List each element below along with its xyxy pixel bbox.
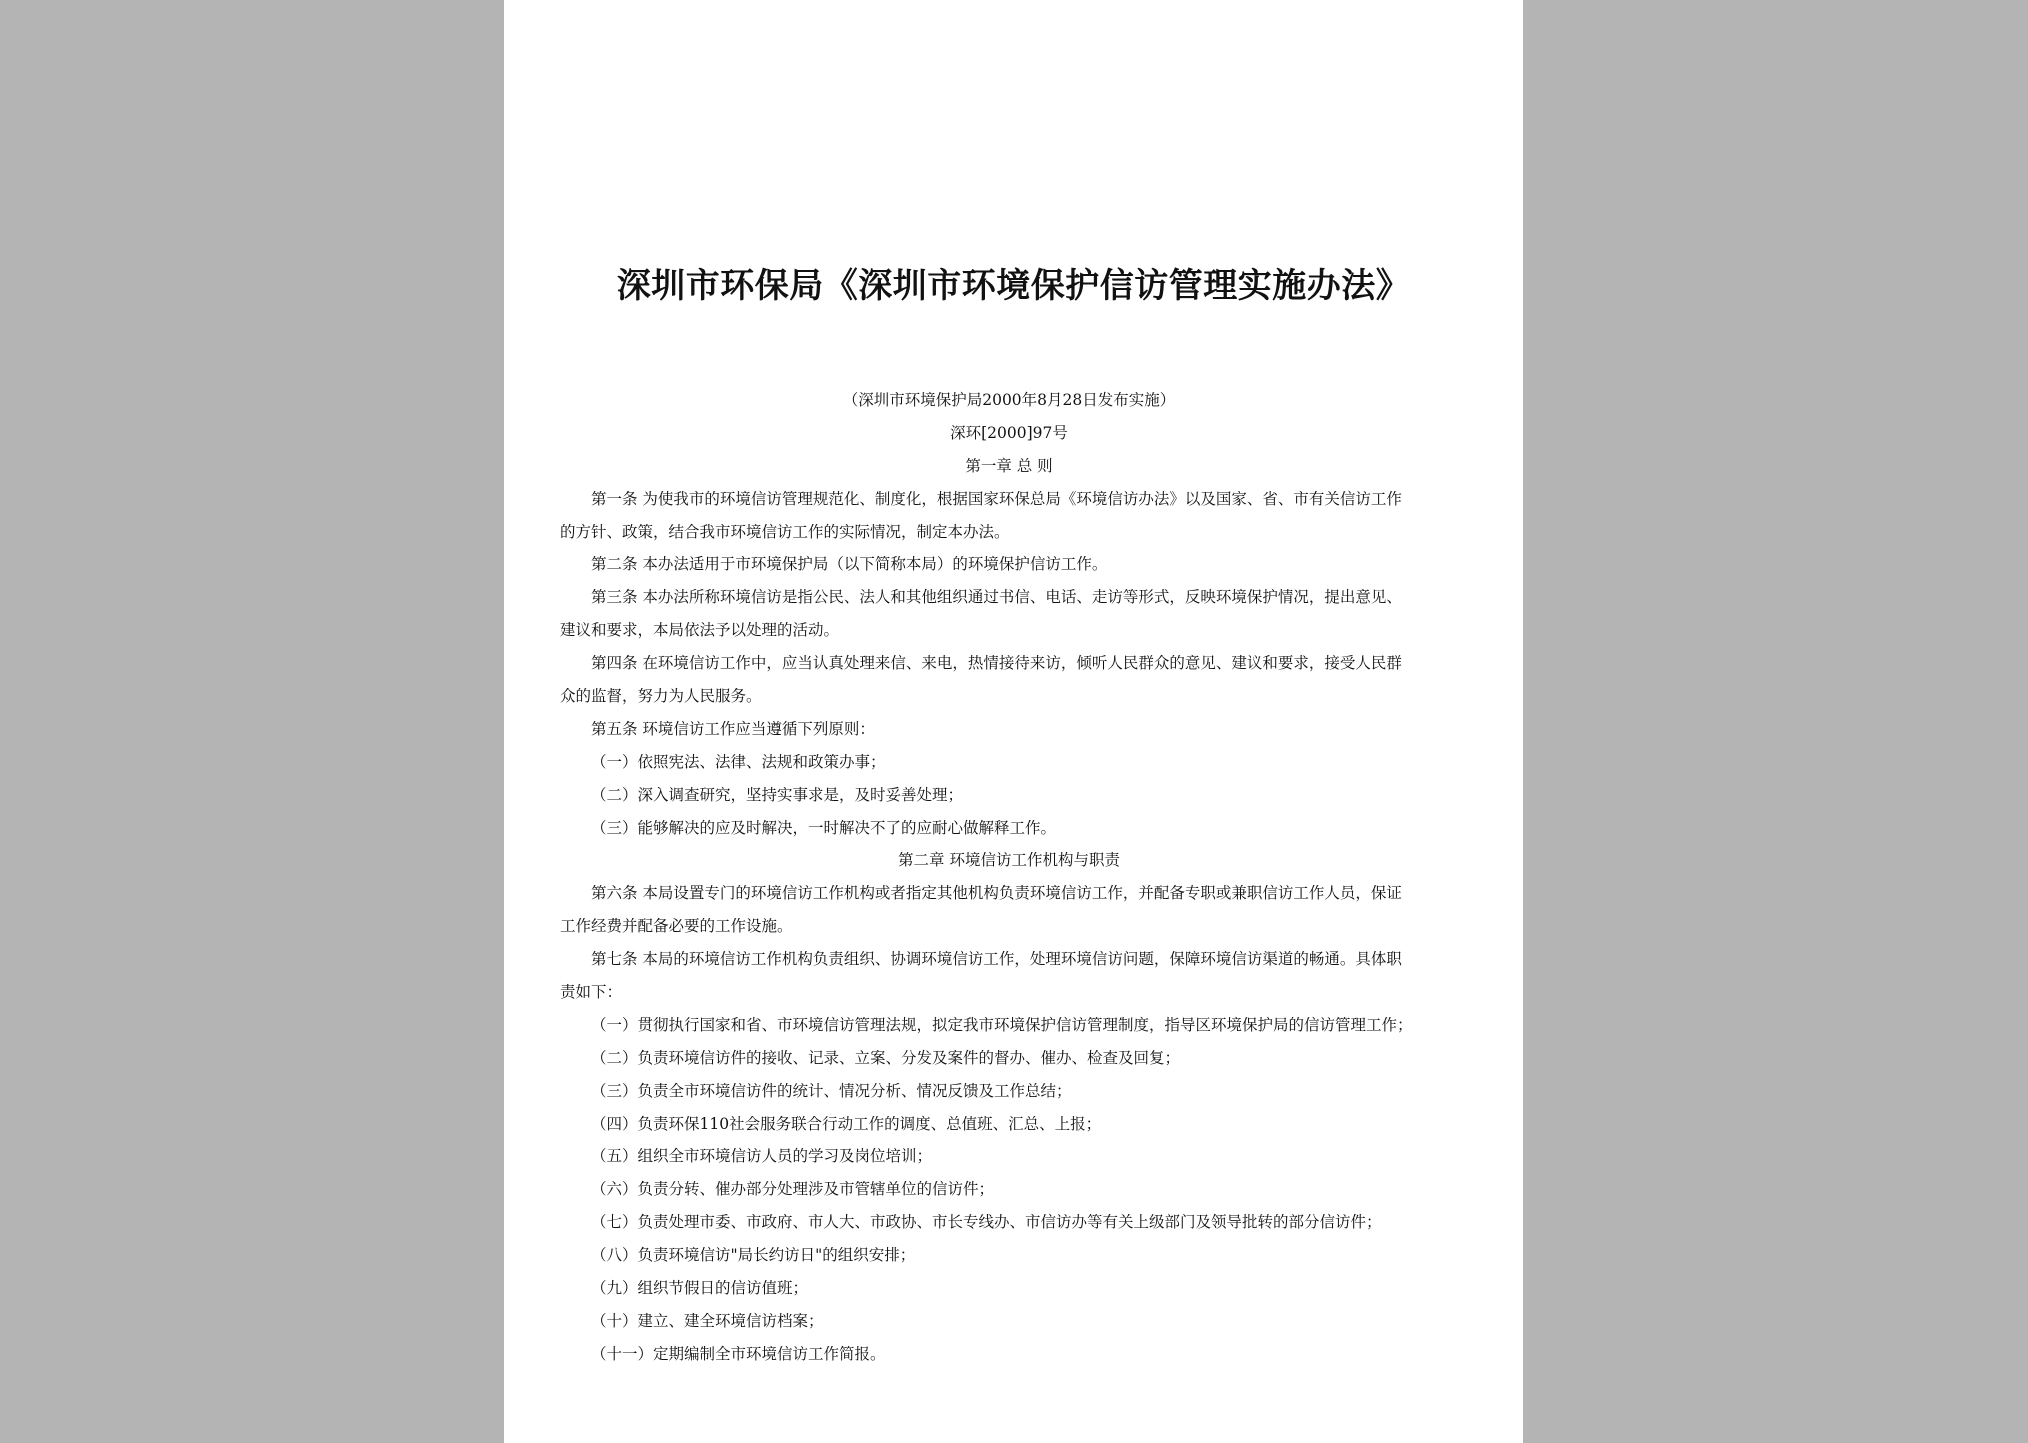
- article-line: 工作经费并配备必要的工作设施。: [560, 917, 793, 936]
- article-line: 第六条 本局设置专门的环境信访工作机构或者指定其他机构负责环境信访工作，并配备专职或兼职信访工作人员，保证: [591, 884, 1402, 903]
- list-item: （二）负责环境信访件的接收、记录、立案、分发及案件的督办、催办、检查及回复；: [591, 1048, 1181, 1067]
- list-item: （二）深入调查研究，坚持实事求是，及时妥善处理；: [591, 785, 964, 804]
- issue-note: （深圳市环境保护局2000年8月28日发布实施）: [842, 391, 1176, 409]
- document-body: [560, 384, 1458, 1371]
- list-item: （六）负责分转、催办部分处理涉及市管辖单位的信访件；: [591, 1180, 995, 1199]
- list-item: （四）负责环保110社会服务联合行动工作的调度、总值班、汇总、上报；: [591, 1114, 1102, 1133]
- article-line: 第二条 本办法适用于市环境保护局（以下简称本局）的环境保护信访工作。: [591, 555, 1108, 574]
- list-item: （一）贯彻执行国家和省、市环境信访管理法规，拟定我市环境保护信访管理制度，指导区环境保护局的信访管理工作；: [591, 1015, 1413, 1034]
- list-item: （一）依照宪法、法律、法规和政策办事；: [591, 752, 886, 771]
- article-line: 第三条 本办法所称环境信访是指公民、法人和其他组织通过书信、电话、走访等形式，反映环境保护情况，提出意见、: [591, 588, 1402, 607]
- list-item: （九）组织节假日的信访值班；: [591, 1279, 809, 1298]
- article-line: 第一条 为使我市的环境信访管理规范化、制度化，根据国家环保总局《环境信访办法》以及国家、省、市有关信访工作: [591, 489, 1402, 508]
- chapter-heading: 第二章 环境信访工作机构与职责: [898, 851, 1120, 870]
- list-item: （十）建立、建全环境信访档案；: [591, 1311, 824, 1330]
- article-line: 的方针、政策，结合我市环境信访工作的实际情况，制定本办法。: [560, 522, 1010, 541]
- chapter-heading: 第一章 总 则: [965, 456, 1053, 475]
- article-line: 第七条 本局的环境信访工作机构负责组织、协调环境信访工作，处理环境信访问题，保障环境信访渠道的畅通。具体职: [591, 950, 1402, 969]
- list-item: （十一）定期编制全市环境信访工作简报。: [591, 1344, 886, 1363]
- list-item: （三）能够解决的应及时解决，一时解决不了的应耐心做解释工作。: [591, 818, 1057, 837]
- list-item: （七）负责处理市委、市政府、市人大、市政协、市长专线办、市信访办等有关上级部门及领导批转的部分信访件；: [591, 1213, 1382, 1232]
- article-line: 第五条 环境信访工作应当遵循下列原则：: [591, 719, 875, 738]
- document-title: 深圳市环保局《深圳市环境保护信访管理实施办法》: [616, 266, 1411, 306]
- article-line: 责如下：: [560, 983, 623, 1002]
- list-item: （三）负责全市环境信访件的统计、情况分析、情况反馈及工作总结；: [591, 1081, 1072, 1100]
- article-line: 建议和要求，本局依法予以处理的活动。: [560, 621, 840, 640]
- document-page: [504, 0, 1523, 1443]
- article-line: 众的监督，努力为人民服务。: [560, 687, 762, 706]
- doc-number: 深环[2000]97号: [950, 423, 1068, 442]
- list-item: （五）组织全市环境信访人员的学习及岗位培训；: [591, 1147, 933, 1166]
- list-item: （八）负责环境信访"局长约访日"的组织安排；: [591, 1246, 916, 1265]
- article-line: 第四条 在环境信访工作中，应当认真处理来信、来电，热情接待来访，倾听人民群众的意见、建议和要求，接受人民群: [591, 654, 1402, 673]
